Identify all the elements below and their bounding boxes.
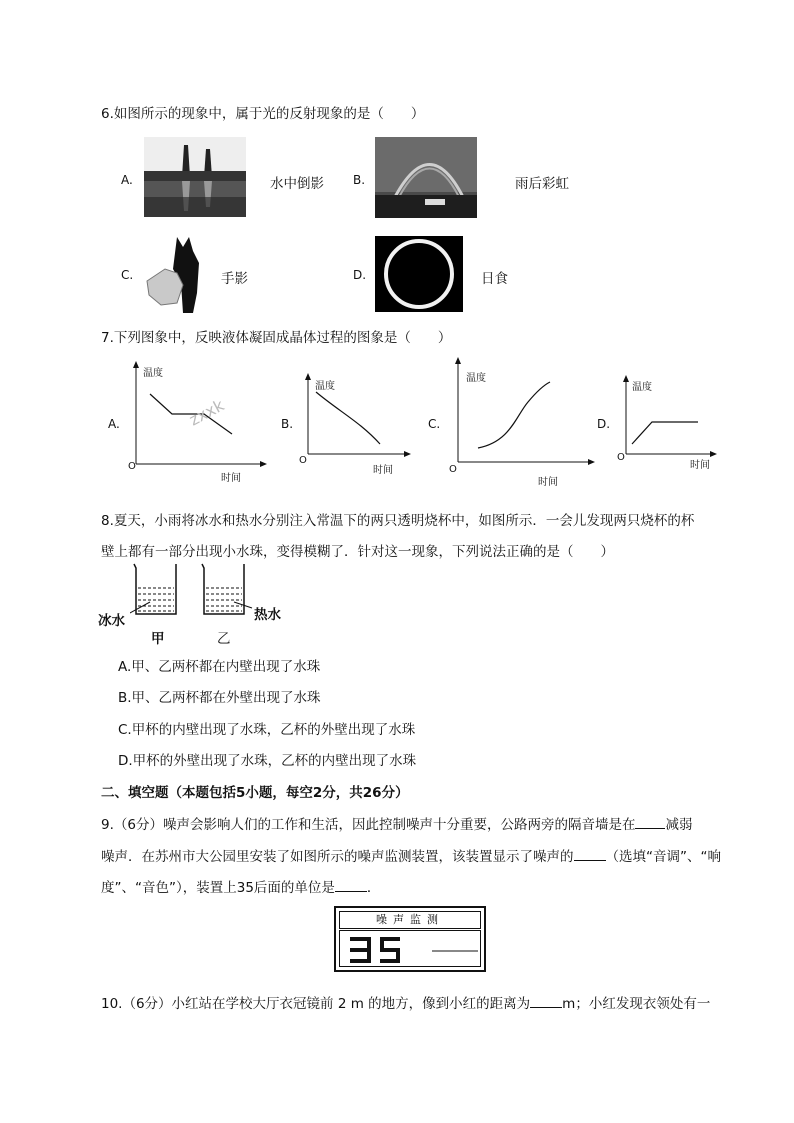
label-ice-water: 冰水 bbox=[98, 613, 125, 629]
q9-line3-tail: ． bbox=[366, 880, 381, 896]
label-cup-jia: 甲 bbox=[151, 631, 165, 647]
q10-line1-tail: m；小红发现衣领处有一 bbox=[562, 996, 711, 1012]
q9-line2-tail: （选填“音调”、“响 bbox=[605, 849, 721, 865]
q7-stem: 7.下列图象中，反映液体凝固成晶体过程的图象是（ ） bbox=[101, 330, 452, 346]
noise-monitor-title: 噪声监测 bbox=[339, 911, 481, 929]
q9-line3-text: 度”、“音色”），装置上35后面的单位是 bbox=[101, 880, 335, 896]
q6-option-b-letter: B. bbox=[353, 173, 366, 187]
q6-option-d-letter: D. bbox=[353, 268, 367, 282]
q7-chart-b-xlabel: 时间 bbox=[373, 465, 393, 476]
q7-chart-b-letter: B. bbox=[281, 417, 294, 431]
q6-stem: 6.如图所示的现象中，属于光的反射现象的是（ ） bbox=[101, 106, 425, 122]
q7-chart-a-origin: O bbox=[128, 461, 136, 472]
q7-chart-c-origin: O bbox=[449, 464, 457, 475]
q6-option-c-letter: C. bbox=[121, 268, 134, 282]
curve bbox=[478, 382, 550, 448]
q10-blank-1[interactable] bbox=[530, 995, 562, 1008]
q7-chart-a-ylabel: 温度 bbox=[143, 368, 163, 379]
rainbow-photo-icon bbox=[375, 137, 477, 218]
q7-chart-a-letter: A. bbox=[108, 417, 120, 431]
q9-line1 bbox=[101, 813, 692, 833]
q7-chart-c-ylabel: 温度 bbox=[466, 373, 486, 384]
noise-monitor-device bbox=[334, 906, 486, 972]
label-hot-water: 热水 bbox=[254, 607, 281, 623]
q7-chart-a-xlabel: 时间 bbox=[221, 473, 241, 484]
watermark: zxxk bbox=[185, 395, 228, 430]
q9-line1-text: 9.（6分）噪声会影响人们的工作和生活，因此控制噪声十分重要，公路两旁的隔音墙是在 bbox=[101, 817, 636, 833]
q9-blank-3[interactable] bbox=[335, 879, 367, 892]
curve bbox=[316, 392, 380, 444]
curve bbox=[632, 422, 698, 444]
q10-line1-text: 10.（6分）小红站在学校大厅衣冠镜前 2 m 的地方，像到小红的距离为 bbox=[101, 996, 531, 1012]
q7-chart-d-origin: O bbox=[617, 452, 625, 463]
q6-option-b-caption: 雨后彩虹 bbox=[515, 176, 569, 192]
q9-line1-tail: 减弱 bbox=[665, 817, 693, 833]
q8-option-b: B.甲、乙两杯都在外壁出现了水珠 bbox=[118, 690, 321, 706]
q9-line3 bbox=[101, 876, 380, 896]
q7-chart-d-xlabel: 时间 bbox=[690, 460, 710, 471]
q6-option-c-caption: 手影 bbox=[221, 271, 248, 287]
q8-option-d: D.甲杯的外壁出现了水珠，乙杯的内壁出现了水珠 bbox=[118, 753, 417, 769]
q7-chart-c-letter: C. bbox=[428, 417, 441, 431]
q9-blank-1[interactable] bbox=[635, 816, 665, 829]
q9-line2 bbox=[101, 845, 721, 865]
q8-option-a: A.甲、乙两杯都在内壁出现了水珠 bbox=[118, 659, 321, 675]
q6-option-a-letter: A. bbox=[121, 173, 133, 187]
seven-segment-reading bbox=[340, 931, 482, 969]
q7-chart-b-origin: O bbox=[299, 455, 307, 466]
pagoda-reflection-photo-icon bbox=[144, 137, 246, 217]
q6-option-a-caption: 水中倒影 bbox=[270, 176, 324, 192]
solar-eclipse-photo-icon bbox=[375, 236, 463, 312]
q7-chart-c-xlabel: 时间 bbox=[538, 477, 558, 488]
hand-shadow-photo-icon bbox=[143, 233, 207, 313]
q9-line2-text: 噪声．在苏州市大公园里安装了如图所示的噪声监测装置，该装置显示了噪声的 bbox=[101, 849, 574, 865]
label-cup-yi: 乙 bbox=[217, 631, 231, 647]
q8-stem-line2: 壁上都有一部分出现小水珠，变得模糊了．针对这一现象，下列说法正确的是（ ） bbox=[101, 544, 614, 560]
q7-chart-d-ylabel: 温度 bbox=[632, 382, 652, 393]
q10-line1 bbox=[101, 992, 710, 1012]
q7-chart-b-ylabel: 温度 bbox=[315, 381, 335, 392]
q8-option-c: C.甲杯的内壁出现了水珠，乙杯的外壁出现了水珠 bbox=[118, 722, 416, 738]
noise-monitor-display bbox=[339, 930, 481, 967]
q6-option-d-caption: 日食 bbox=[481, 271, 508, 287]
q7-chart-d-letter: D. bbox=[597, 417, 611, 431]
section2-heading: 二、填空题（本题包括5小题，每空2分，共26分） bbox=[101, 785, 409, 801]
q8-stem-line1: 8.夏天，小雨将冰水和热水分别注入常温下的两只透明烧杯中，如图所示．一会儿发现两只烧杯的杯 bbox=[101, 513, 695, 529]
q9-blank-2[interactable] bbox=[574, 848, 606, 861]
